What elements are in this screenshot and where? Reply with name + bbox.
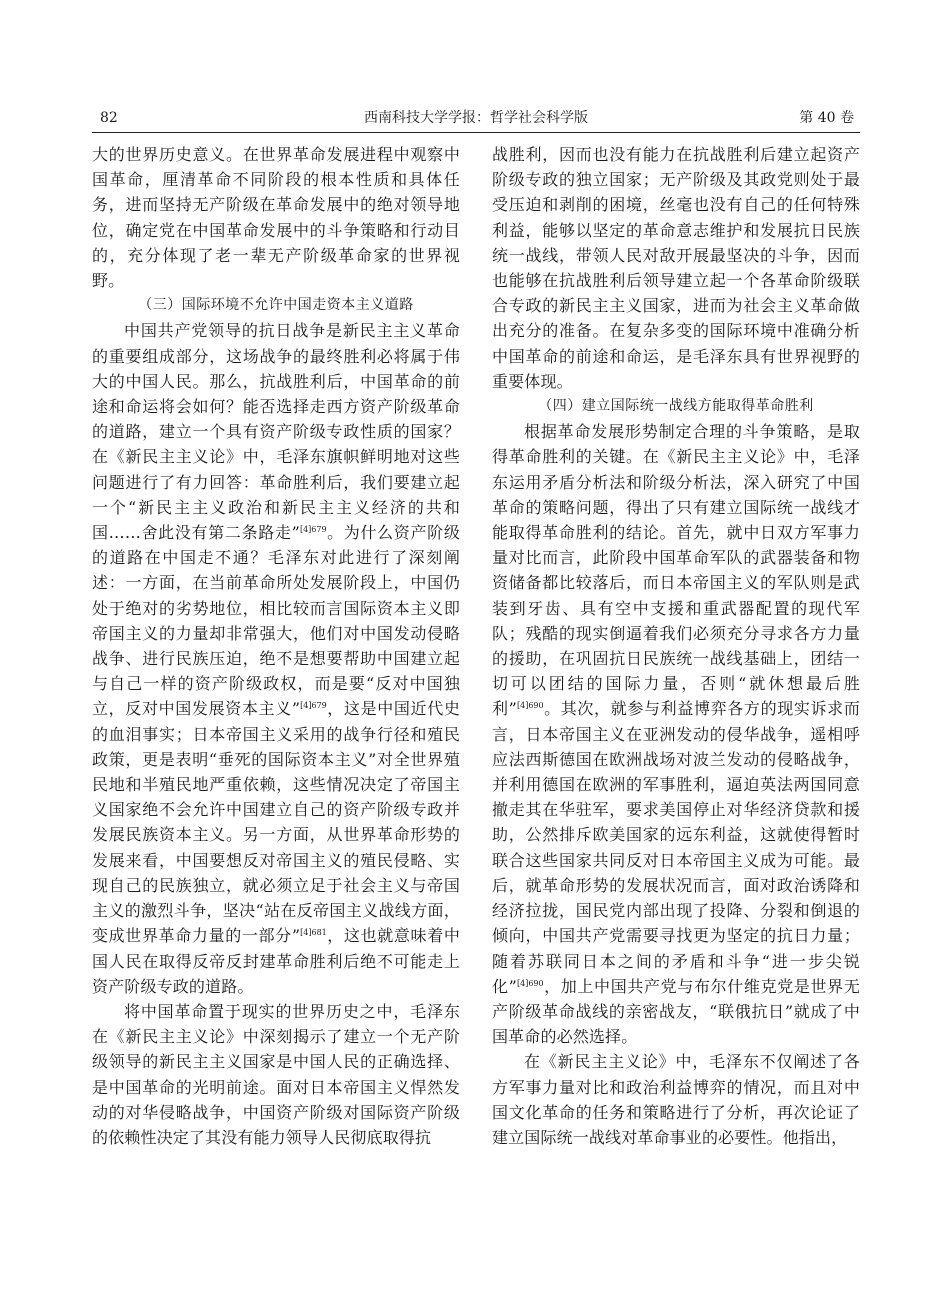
text-run: 根据革命发展形势制定合理的斗争策略，是取得革命胜利的关键。在《新民主主义论》中，毛泽东运用矛盾分析法和阶级分析法，深入研究了中国革命的策略问题，得出了只有建立国际统一战线才能取得革命胜利的结论。首先，就中日双方军事力量对比而言，此阶段中国革命军队的武器装备和物资储备都比较落后，而日本帝国主义的军队则是武装到牙齿、具有空中支援和重武器配置的现代军队；残酷的现实倒逼着我们必须充分寻求各方力量的援助，在巩固抗日民族统一战线基础上，团结一切可以团结的国际力量，否则“就休想最后胜利” [492,422,860,719]
text-run: 中国共产党领导的抗日战争是新民主主义革命的重要组成部分，这场战争的最终胜利必将属于伟大的中国人民。那么，抗战胜利后，中国革命的前途和命运将会如何？能否选择走西方资产阶级革命的道路，建立一个具有资产阶级专政性质的国家？在《新民主主义论》中，毛泽东旗帜鲜明地对这些问题进行了有力回答：革命胜利后，我们要建立起一个“新民主主义政治和新民主主义经济的共和国……舍此没有第二条路走” [92,321,460,543]
section-heading-3: （三）国际环境不允许中国走资本主义道路 [138,297,414,314]
paragraph: 战胜利，因而也没有能力在抗战胜利后建立起资产阶级专政的独立国家；无产阶级及其政党则处于最受压迫和剥削的困境，丝毫也没有自己的任何特殊利益，能够以坚定的革命意志维护和发展抗日民族统一战线，带领人民对敌开展最坚决的斗争，因而也能够在抗战胜利后领导建立起一个各革命阶级联合专政的新民主主义国家，进而为社会主义革命做出充分的准备。在复杂多变的国际环境中准确分析中国革命的前途和命运，是毛泽东具有世界视野的重要体现。 [492,145,860,391]
left-column [92,142,460,1150]
text-run: ，加上中国共产党与布尔什维克党是世界无产阶级革命战线的亲密战友，“联俄抗日”就成了中国革命的必然选择。 [492,976,860,1047]
text-run: ，这是中国近代史的血泪事实；日本帝国主义采用的战争行径和殖民政策，更是表明“垂死的国际资本主义”对全世界殖民地和半殖民地严重依赖，这些情况决定了帝国主义国家绝不会允许中国建立自己的资产阶级专政并发展民族资本主义。另一方面，从世界革命形势的发展来看，中国要想反对帝国主义的殖民侵略、实现自己的民族独立，就必须立足于社会主义与帝国主义的激烈斗争，坚决“站在反帝国主义战线方面，变成世界革命力量的一部分” [92,699,461,946]
citation: [4]679 [299,525,327,535]
citation: [4]681 [300,928,327,938]
section-heading-4: （四）建立国际统一战线方能取得革命胜利 [538,398,814,415]
page-number: 82 [100,110,118,126]
paragraph: 将中国革命置于现实的世界历史之中，毛泽东在《新民主主义论》中深刻揭示了建立一个无产阶级领导的新民主主义国家是中国人民的正确选择、是中国革命的光明前途。面对日本帝国主义悍然发动的对华侵略战争，中国资产阶级对国际资产阶级的依赖性决定了其没有能力领导人民彻底取得抗 [92,1001,460,1147]
paragraph [92,318,460,998]
paragraph: 大的世界历史意义。在世界革命发展进程中观察中国革命，厘清革命不同阶段的根本性质和具体任务，进而坚持无产阶级在革命发展中的绝对领导地位，确定党在中国革命发展中的斗争策略和行动目的，充分体现了老一辈无产阶级革命家的世界视野。 [92,145,460,291]
text-run: ，这也就意味着中国人民在取得反帝反封建革命胜利后绝不可能走上资产阶级专政的道路。 [92,926,461,996]
text-run: 。其次，就参与利益博弈各方的现实诉求而言，日本帝国主义在亚洲发动的侵华战争，遥相呼应法西斯德国在欧洲战场对波兰发动的侵略战争，并利用德国在欧洲的军事胜利，逼迫英法两国同意撤走其在华驻军，要求美国停止对华经济贷款和援助，公然排斥欧美国家的远东利益，这就使得暂时联合这些国家共同反对日本帝国主义成为可能。最后，就革命形势的发展状况而言，面对政治诱降和经济拉拢，国民党内部出现了投降、分裂和倒退的倾向，中国共产党需要寻找更为坚定的抗日力量；随着苏联同日本之间的矛盾和斗争“进一步尖锐化” [492,699,860,996]
volume-label: 第 40 卷 [799,110,854,126]
right-column [492,142,860,1150]
citation: [4]679 [300,701,327,711]
journal-title: 西南科技大学学报：哲学社会科学版 [364,110,588,126]
header-rule [92,132,860,133]
citation: [4]690 [516,978,544,988]
text-run: 。为什么资产阶级的道路在中国走不通？毛泽东对此进行了深刻阐述：一方面，在当前革命所处发展阶段上，中国仍处于绝对的劣势地位，相比较而言国际资本主义即帝国主义的力量却非常强大，他们对中国发动侵略战争、进行民族压迫，绝不是想要帮助中国建立起与自己一样的资产阶级政权，而是要“反对中国独立，反对中国发展资本主义” [92,523,460,719]
paragraph: 在《新民主主义论》中，毛泽东不仅阐述了各方军事力量对比和政治利益博弈的情况，而且对中国文化革命的任务和策略进行了分析，再次论证了建立国际统一战线对革命事业的必要性。他指出， [492,1052,860,1147]
paragraph [492,419,860,1049]
running-header [92,107,860,129]
citation: [4]690 [516,701,544,711]
